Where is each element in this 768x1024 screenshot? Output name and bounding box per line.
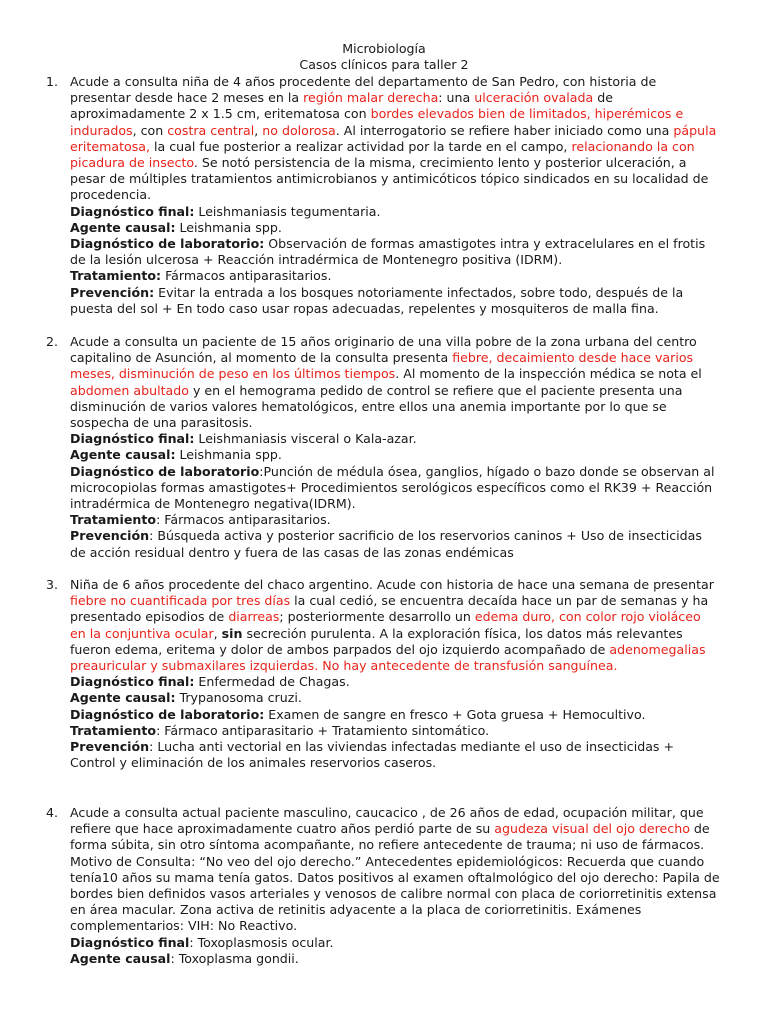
field-value: Leishmaniasis tegumentaria.: [194, 203, 381, 219]
history-text: y en el hemograma pedido de control se refiere que el paciente presenta una disminución de varios valores hematológicos, entre ellos una anemia importante por lo que se sospecha de una parasitosis.: [70, 382, 683, 431]
highlighted-finding: no dolorosa: [262, 122, 336, 138]
case-field: [70, 528, 720, 560]
case-field: [70, 204, 720, 220]
field-label: Prevención: [70, 528, 150, 544]
case-field: [70, 447, 720, 463]
highlighted-finding: relacionando la con picadura de insecto: [70, 138, 695, 171]
case-item: [46, 334, 720, 561]
field-label: Agente causal: [70, 950, 171, 966]
case-field: [70, 464, 720, 513]
history-text: : una: [438, 90, 475, 106]
field-label: Tratamiento: [70, 512, 157, 528]
history-text: de aproximadamente 2 x 1.5 cm, eritematosa con: [70, 90, 613, 122]
highlighted-finding: bordes elevados bien de limitados, hiperémicos e indurados: [70, 106, 684, 138]
highlighted-finding: edema duro, con color rojo violáceo en la conjuntiva ocular: [70, 609, 701, 641]
field-value: : Búsqueda activa y posterior sacrificio de los reservorios caninos + Uso de insecticidas de acción residual dentro y fuera de las casas de las zonas endémicas: [70, 528, 702, 560]
case-fields: [70, 674, 720, 771]
case-history: [70, 805, 720, 935]
history-text: de forma súbita, sin otro síntoma acompañante, no refiere antecedente de trauma; ni uso de fármacos. Motivo de Consulta: “No veo del ojo derecho.” Antecedentes epidemiológicos: Recuerda que cuando tenía10 años su mama tenía gatos. Datos positivos al examen oftalmológico del ojo derecho: Papila de bordes bien definidos vasos arteriales y venosos de calibre normal con placa de coriorretinitis extensa en área macular. Zona activa de retinitis adyacente a la placa de coriorretinitis. Exámenes complementarios: VIH: No Reactivo.: [70, 821, 720, 934]
highlighted-finding: abdomen abultado: [70, 382, 189, 398]
field-value: :Punción de médula ósea, ganglios, hígado o bazo donde se observan al microcopiolas formas amastigotes+ Procedimientos serológicos específicos como el RK39 + Reacción intradérmica de Montenegro negativa(IDRM).: [70, 463, 715, 512]
field-value: Observación de formas amastigotes intra y extracelulares en el frotis de la lesión ulcerosa + Reacción intradérmica de Montenegro positiva (IDRM).: [70, 236, 706, 268]
history-text: ,: [213, 625, 222, 641]
history-text: Acude a consulta niña de 4 años procedente del departamento de San Pedro, con historia de presentar desde hace 2 meses en la: [70, 74, 657, 106]
history-text: . Al interrogatorio se refiere haber iniciado como una: [335, 122, 674, 138]
highlighted-finding: costra central: [167, 122, 255, 138]
field-label: Agente causal:: [70, 690, 176, 706]
field-value: : Fármaco antiparasitario + Tratamiento sintomático.: [156, 722, 490, 738]
field-value: : Fármacos antiparasitarios.: [156, 512, 331, 528]
field-label: Diagnóstico de laboratorio:: [70, 236, 265, 252]
history-text: , con: [132, 122, 168, 138]
case-fields: [70, 204, 720, 317]
case-item: [46, 577, 720, 771]
field-value: : Lucha anti vectorial en las viviendas infectadas mediante el uso de insecticidas + Control y eliminación de los animales reservorios caseros.: [70, 739, 675, 771]
document-title: Microbiología: [342, 41, 426, 56]
field-value: Enfermedad de Chagas.: [194, 674, 350, 690]
case-field: [70, 674, 720, 690]
case-number: 1.: [46, 74, 59, 89]
highlighted-finding: fiebre, decaimiento desde hace varios meses, disminución de peso en los últimos tiempos: [70, 350, 694, 382]
field-label: Prevención:: [70, 284, 155, 300]
field-label: Prevención: [70, 739, 150, 755]
case-field: [70, 285, 720, 317]
case-fields: [70, 431, 720, 561]
case-field: [70, 739, 720, 771]
case-field: [70, 268, 720, 284]
document-subtitle: Casos clínicos para taller 2: [299, 57, 469, 72]
history-text: Acude a consulta actual paciente masculino, caucacico , de 26 años de edad, ocupación militar, que refiere que hace aproximadamente cuatro años perdió parte de su: [70, 805, 704, 837]
highlighted-finding: fiebre no cuantificada por tres días: [70, 593, 291, 609]
case-field: [70, 723, 720, 739]
field-label: Diagnóstico final:: [70, 431, 195, 447]
case-item: [46, 805, 720, 967]
field-label: Agente causal:: [70, 219, 176, 235]
history-text: ,: [254, 122, 263, 138]
case-history: [70, 74, 720, 204]
history-text: sin: [221, 625, 243, 641]
case-number: 4.: [46, 805, 59, 820]
highlighted-finding: región malar derecha: [303, 90, 439, 106]
field-value: Leishmania spp.: [175, 219, 282, 235]
case-field: [70, 236, 720, 268]
highlighted-finding: diarreas: [228, 609, 280, 625]
field-value: Trypanosoma cruzi.: [175, 690, 302, 706]
field-label: Agente causal:: [70, 447, 176, 463]
history-text: Acude a consulta un paciente de 15 años originario de una villa pobre de la zona urbana del centro capitalino de Asunción, al momento de la consulta presenta: [70, 334, 697, 366]
highlighted-finding: adenomegalias preauricular y submaxilares izquierdas. No hay antecedente de transfusión sanguínea.: [70, 641, 706, 674]
history-text: la cual fue posterior a realizar actividad por la tarde en el campo,: [150, 138, 572, 154]
highlighted-finding: agudeza visual del ojo derecho: [494, 821, 690, 837]
case-field: [70, 935, 720, 951]
field-label: Diagnóstico final:: [70, 674, 195, 690]
case-field: [70, 220, 720, 236]
history-text: . Al momento de la inspección médica se nota el: [395, 366, 702, 382]
history-text: ; posteriormente desarrollo un: [279, 609, 475, 625]
history-text: . Se notó persistencia de la misma, crecimiento lento y posterior ulceración, a pesar de múltiples tratamientos antimicrobianos y antimicóticos tópico sindicados en su localidad de procedencia.: [70, 155, 709, 203]
field-value: Leishmaniasis visceral o Kala-azar.: [194, 431, 417, 447]
field-value: Leishmania spp.: [175, 447, 282, 463]
field-label: Diagnóstico final: [70, 934, 190, 950]
field-value: Examen de sangre en fresco + Gota gruesa + Hemocultivo.: [264, 706, 646, 722]
field-label: Diagnóstico de laboratorio: [70, 463, 260, 479]
field-label: Tratamiento:: [70, 268, 162, 284]
case-field: [70, 512, 720, 528]
field-value: : Toxoplasmosis ocular.: [189, 934, 334, 950]
case-field: [70, 690, 720, 706]
case-item: [46, 74, 720, 317]
case-history: [70, 334, 720, 431]
case-field: [70, 431, 720, 447]
history-text: secreción purulenta. A la exploración física, los datos más relevantes fueron edema, eritema y dolor de ambos parpados del ojo izquierdo acompañado de: [70, 625, 683, 657]
case-field: [70, 707, 720, 723]
case-number: 2.: [46, 334, 59, 349]
history-text: Niña de 6 años procedente del chaco argentino. Acude con historia de hace una semana de presentar: [70, 577, 714, 592]
highlighted-finding: ulceración ovalada: [474, 90, 594, 106]
field-label: Diagnóstico de laboratorio:: [70, 706, 265, 722]
case-history: [70, 577, 720, 674]
history-text: la cual cedió, se encuentra decaída hace un par de semanas y ha presentado episodios de: [70, 593, 709, 625]
field-value: Evitar la entrada a los bosques notoriamente infectados, sobre todo, después de la puesta del sol + En todo caso usar ropas adecuadas, repelentes y mosquiteros de malla fina.: [70, 284, 684, 316]
field-value: Fármacos antiparasitarios.: [161, 268, 332, 284]
field-value: : Toxoplasma gondii.: [170, 950, 299, 966]
field-label: Diagnóstico final:: [70, 203, 195, 219]
field-label: Tratamiento: [70, 722, 157, 738]
case-field: [70, 951, 720, 967]
case-number: 3.: [46, 577, 59, 592]
case-fields: [70, 935, 720, 967]
highlighted-finding: pápula eritematosa,: [70, 122, 717, 154]
